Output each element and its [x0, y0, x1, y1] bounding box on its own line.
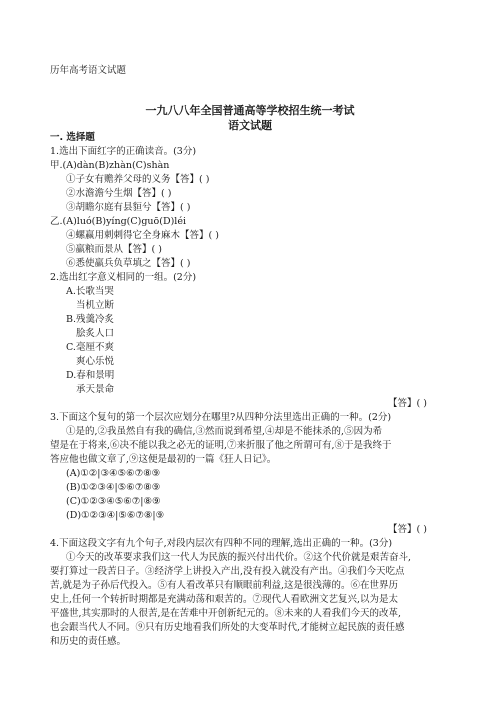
q1-group-b-options: 乙.(A)luó(B)yíng(C)guō(D)léi — [50, 216, 186, 227]
q4-passage-line-2: 要打算过一段苦日子。③经济学上讲投入产出,没有投入就没有产出。④我们今天吃点 — [50, 566, 405, 577]
page-header: 历年高考语文试题 — [50, 65, 127, 76]
q4-stem: 4.下面这段文字有九个句子,对段内层次有四种不同的理解,选出正确的一种。(3分) — [50, 538, 393, 549]
exam-title: 一九八八年全国普通高等学校招生统一考试 — [145, 104, 355, 117]
q1-item-6: ⑥悉使羸兵负草填之【答】( ) — [66, 258, 191, 269]
q4-passage-line-5: 平盛世,其实那时的人很苦,是在苦难中开创新纪元的。⑧未来的人看我们今天的改革, — [50, 608, 402, 619]
q2-option-c2: 爽心乐悦 — [76, 356, 115, 367]
exam-subtitle: 语文试题 — [228, 119, 272, 132]
q2-option-a1: A.长歌当哭 — [66, 286, 114, 297]
q4-passage-line-6: 也会跟当代人不同。⑨只有历史地看我们所处的大变革时代,才能树立起民族的责任感 — [50, 622, 405, 633]
q1-stem: 1.选出下面红字的正确读音。(3分) — [50, 146, 197, 157]
q2-option-d2: 承天景命 — [76, 384, 115, 395]
q2-option-d1: D.春和景明 — [66, 370, 115, 381]
q4-passage-line-4: 史上,任何一个转折时期都是充满动荡和艰苦的。⑦现代人看欧洲文艺复兴,以为是太 — [50, 594, 399, 605]
section-heading: 一. 选择题 — [50, 132, 95, 143]
q3-option-b: (B)①②③④|⑤⑥⑦⑧⑨ — [66, 482, 161, 493]
q1-item-3: ③胡瞻尔庭有县貆兮【答】( ) — [66, 202, 191, 213]
q2-option-b1: B.残羹冷炙 — [66, 314, 115, 325]
q1-item-2: ②水澹澹兮生烟【答】( ) — [66, 188, 172, 199]
q3-option-a: (A)①②|③④⑤⑥⑦⑧⑨ — [66, 468, 161, 479]
q4-passage-line-3: 苦,就是为子孙后代投入。⑤有人看改革只有顺眼前利益,这是很浅薄的。⑥在世界历 — [50, 580, 399, 591]
q1-item-4: ④螺赢用刺刺得它全身麻木【答】( ) — [66, 230, 219, 241]
q4-passage-line-1: ①今天的改革要求我们这一代人为民族的振兴付出代价。②这个代价就是艰苦奋斗, — [66, 552, 412, 563]
q3-passage-line-1: ①是的,②我虽然自有我的确信,③然而说到希望,④却是不能抹杀的,⑤因为希 — [66, 426, 383, 437]
q3-option-d: (D)①②③④|⑤⑥⑦⑧|⑨ — [66, 510, 165, 521]
q4-passage-line-7: 和历史的责任感。 — [50, 636, 127, 647]
q1-item-1: ①子女有赡养父母的义务【答】( ) — [66, 174, 210, 185]
q1-item-5: ⑤羸粮而景从【答】( ) — [66, 244, 162, 255]
q2-stem: 2.选出红字意义相同的一组。(2分) — [50, 272, 197, 283]
q2-option-b2: 脍炙人口 — [76, 328, 115, 339]
q3-stem: 3.下面这个复句的第一个层次应划分在哪里?从四种分法里选出正确的一种。(2分) — [50, 412, 392, 423]
q3-passage-line-3: 答应他也做文章了,⑨这便是最初的一篇《狂人日记》。 — [50, 454, 277, 465]
q3-passage-line-2: 望是在于将来,⑥决不能以我之必无的证明,⑦来折服了他之所谓可有,⑧于是我终于 — [50, 440, 392, 451]
q1-group-a-options: 甲.(A)dàn(B)zhàn(C)shàn — [50, 160, 170, 171]
q3-answer-blank: 【答】( ) — [388, 524, 427, 535]
q2-option-a2: 当机立断 — [76, 300, 115, 311]
q2-option-c1: C.毫厘不爽 — [66, 342, 114, 353]
q3-option-c: (C)①②③④⑤⑥⑦|⑧⑨ — [66, 496, 161, 507]
q2-answer-blank: 【答】( ) — [388, 398, 427, 409]
